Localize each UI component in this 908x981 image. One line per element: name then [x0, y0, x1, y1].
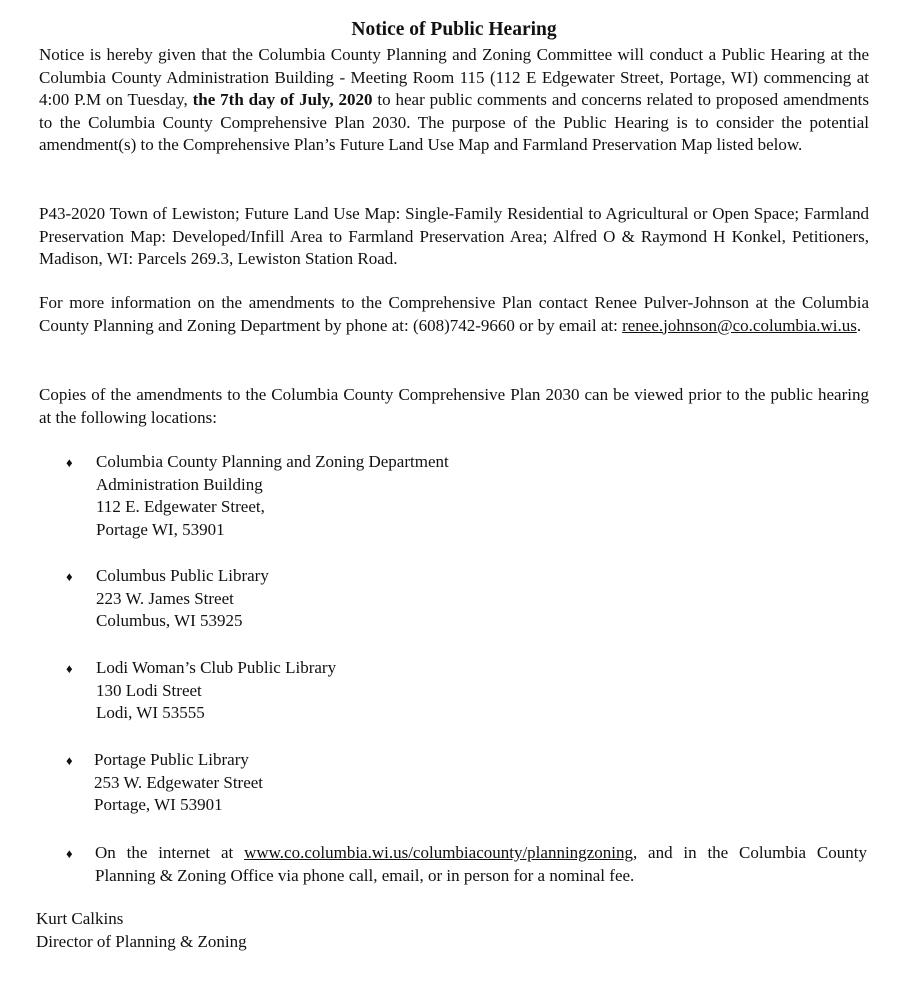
bullet-icon: ♦ — [66, 569, 73, 584]
location-item — [96, 565, 269, 633]
signature-name: Kurt Calkins — [36, 909, 124, 928]
location-street: 253 W. Edgewater Street — [94, 772, 264, 792]
location-name: Columbia County Planning and Zoning Department — [96, 452, 449, 471]
location-street: 112 E. Edgewater Street, — [96, 497, 265, 516]
contact-email-link[interactable]: renee.johnson@co.columbia.wi.us — [622, 315, 857, 335]
internet-prefix: On the internet at — [95, 843, 245, 862]
bullet-icon: ♦ — [66, 846, 73, 861]
internet-location-item — [95, 842, 867, 887]
intro-text-start: Notice is hereby given that the Columbia County Planning and Zoning Committee will conduct a Public Hearing at the Columbia County Administration Building - Meeting Room 115 (112 E Edgewater Street, Portage, WI) commencing at 4:00 P.M on Tuesday, — [39, 45, 869, 109]
location-city: Portage, WI 53901 — [94, 795, 223, 814]
location-name: Portage Public Library — [94, 750, 249, 769]
amendment-paragraph: P43-2020 Town of Lewiston; Future Land Use Map: Single-Family Residential to Agricultural or Open Space; Farmland Preservation Map: Developed/Infill Area to Farmland Preservation Area; Alfred O & Raymond H Konkel, Petitioners, Madison, WI: Parcels 269.3, Lewiston Station Road. — [39, 204, 869, 268]
location-building: Administration Building — [96, 474, 263, 494]
copies-paragraph: Copies of the amendments to the Columbia County Comprehensive Plan 2030 can be viewed prior to the public hearing at the following locations: — [39, 385, 869, 427]
planning-zoning-website-link[interactable]: www.co.columbia.wi.us/columbiacounty/planningzoning — [244, 843, 633, 862]
signature-title: Director of Planning & Zoning — [36, 931, 247, 951]
bullet-icon: ♦ — [66, 753, 73, 768]
intro-paragraph — [39, 44, 869, 157]
location-street: 130 Lodi Street — [96, 680, 202, 700]
location-name: Columbus Public Library — [96, 566, 269, 585]
hearing-date: the 7th day of July, 2020 — [192, 90, 373, 109]
location-item — [94, 749, 263, 817]
location-city: Portage WI, 53901 — [96, 519, 225, 539]
notice-title: Notice of Public Hearing — [351, 19, 557, 40]
intro-text-end: to hear public comments and concerns related to proposed amendments to the Columbia County Comprehensive Plan 2030. The purpose of the Public Hearing is to consider the potential amendment(s) to the Comprehensive Plan’s Future Land Use Map and Farmland Preservation Map listed below. — [39, 90, 869, 154]
contact-text: For more information on the amendments to the Comprehensive Plan contact Renee Pulver-Johnson at the Columbia County Planning and Zoning Department by phone at: (608)742-9660 or by email at: — [39, 293, 869, 335]
bullet-icon: ♦ — [66, 661, 73, 676]
contact-period: . — [856, 315, 862, 335]
bullet-icon: ♦ — [66, 455, 73, 470]
internet-suffix: , and in the Columbia County Planning & Zoning Office via phone call, email, or in person for a nominal fee. — [95, 843, 867, 885]
location-street: 223 W. James Street — [96, 588, 234, 608]
location-city: Lodi, WI 53555 — [96, 703, 205, 722]
location-item — [96, 451, 449, 541]
location-item — [96, 657, 336, 725]
contact-paragraph — [39, 292, 869, 337]
location-name: Lodi Woman’s Club Public Library — [96, 658, 337, 677]
location-city: Columbus, WI 53925 — [96, 611, 243, 630]
signature-block — [36, 908, 247, 953]
